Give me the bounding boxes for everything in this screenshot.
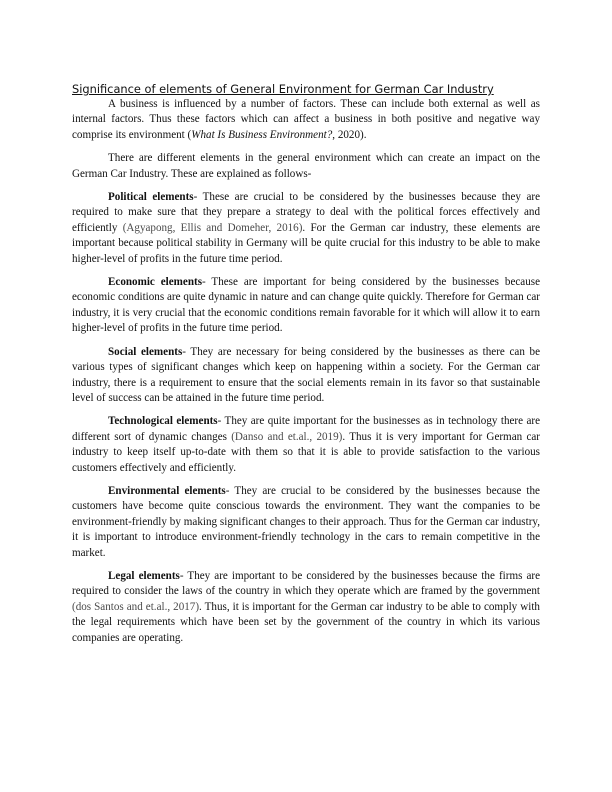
- economic-term: Economic elements: [108, 276, 203, 289]
- intro-source-year: , 2020).: [332, 128, 367, 141]
- social-paragraph: [72, 345, 540, 407]
- technological-text-before: - They are quite important for the businesses as in technology there are different sort of dynamic changes: [72, 415, 540, 443]
- overview-paragraph: There are different elements in the general environment which can create an impact on the German Car Industry. These are explained as follows-: [72, 152, 540, 180]
- environmental-term: Environmental elements: [108, 484, 226, 497]
- technological-paragraph: [72, 414, 540, 476]
- technological-citation: (Danso and et.al., 2019): [231, 430, 343, 443]
- economic-text: - These are important for being considered by the businesses because economic conditions are quite dynamic in nature and can change quite quickly. Therefore for German car industry, it is very crucial that the economic conditions remain favorable for it which will allow it to earn higher-level of profits in the future time period.: [72, 276, 541, 335]
- political-term: Political elements: [108, 191, 194, 204]
- section-heading: Significance of elements of General Environment for German Car Industry: [72, 82, 494, 96]
- legal-term: Legal elements: [108, 569, 180, 582]
- political-paragraph: [72, 190, 540, 267]
- environmental-paragraph: [72, 484, 540, 561]
- economic-paragraph: [72, 275, 540, 337]
- intro-source-title: What Is Business Environment?: [191, 128, 333, 141]
- political-text-after: . For the German car industry, these elements are important because political stability in Germany will be quite crucial for this industry to be able to make higher-level of profits in the future time period.: [72, 221, 541, 265]
- legal-text-after: . Thus, it is important for the German car industry to be able to comply with the legal requirements which have been set by the government of the country in which its various companies are operating.: [72, 600, 540, 644]
- legal-text-before: - They are important to be considered by the businesses because the firms are required to consider the laws of the country in which they operate which are framed by the government: [72, 569, 540, 598]
- legal-paragraph: [72, 569, 540, 646]
- environmental-text: - They are crucial to be considered by the businesses because the customers have become quite conscious towards the environment. They want the companies to be environment-friendly by making significant changes to their approach. Thus for the German car industry, it is important to introduce environment-friendly technology in the cars to remain competitive in the market.: [72, 484, 540, 559]
- intro-paragraph: [72, 97, 540, 143]
- technological-text-after: . Thus it is very important for German car industry to keep itself up-to-date with them so that it is able to provide satisfaction to the various customers effectively and efficiently.: [72, 430, 540, 474]
- social-term: Social elements: [108, 345, 183, 358]
- technological-term: Technological elements: [108, 415, 218, 428]
- document-body: [72, 82, 540, 654]
- political-citation: (Agyapong, Ellis and Domeher, 2016): [122, 221, 303, 234]
- intro-text: A business is influenced by a number of factors. These can include both external as well as internal factors. Thus these factors which can affect a business in both positive and negative way comprise its environment (: [72, 98, 540, 141]
- political-text-before: - These are crucial to be considered by the businesses because they are required to make sure that they prepare a strategy to deal with the political forces effectively and efficiently: [72, 191, 540, 234]
- legal-citation: (dos Santos and et.al., 2017): [72, 600, 200, 613]
- social-text: - They are necessary for being considered by the businesses as there can be various types of significant changes which keep on happening within a society. For the German car industry, there is a requirement to ensure that the social elements remain in its favor so that sustainable level of success can be attained in the future time period.: [72, 345, 541, 404]
